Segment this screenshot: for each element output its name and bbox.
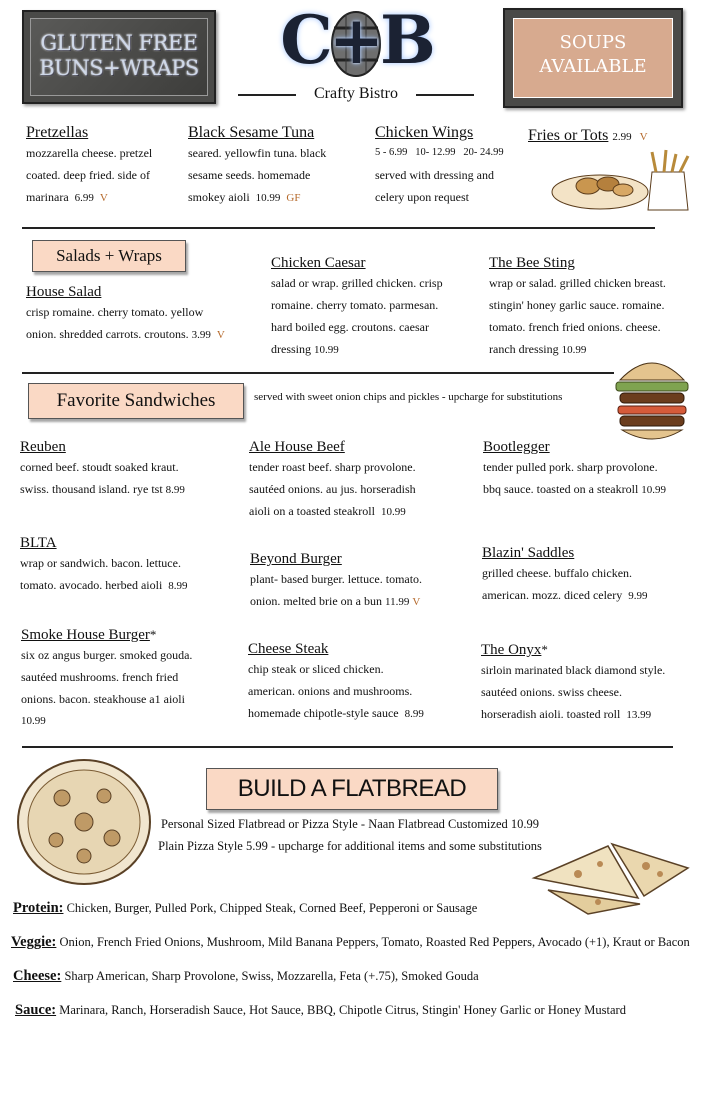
item-desc: swiss. thousand island. rye tst xyxy=(20,482,163,496)
item-price: 8.99 xyxy=(168,580,188,592)
veg-tag: V xyxy=(216,329,225,341)
item-the-onyx xyxy=(481,641,711,726)
item-name: Beyond Burger xyxy=(250,551,342,567)
item-name: BLTA xyxy=(20,535,57,551)
item-desc: mozzarella cheese. pretzel xyxy=(26,146,153,160)
item-chicken-caesar xyxy=(271,255,481,361)
star-mark: * xyxy=(149,627,157,642)
divider xyxy=(22,372,614,374)
logo-rule-right xyxy=(416,94,474,96)
section-build-a-flatbread xyxy=(206,768,498,810)
item-desc: wrap or sandwich. bacon. lettuce. xyxy=(20,556,181,570)
item-price-tiers: 5 - 6.99 10- 12.99 20- 24.99 xyxy=(375,147,504,158)
item-desc: grilled cheese. buffalo chicken. xyxy=(482,566,633,580)
divider xyxy=(22,227,655,229)
option-text: Sharp American, Sharp Provolone, Swiss, Mozzarella, Feta (+.75), Smoked Gouda xyxy=(64,969,479,983)
item-name: Ale House Beef xyxy=(249,439,345,455)
item-desc: sautéed mushrooms. french fried xyxy=(21,670,179,684)
item-name: House Salad xyxy=(26,284,102,300)
item-smoke-house-burger xyxy=(21,626,246,732)
item-desc: stingin' honey garlic sauce. romaine. xyxy=(489,298,665,312)
item-desc: onions. bacon. steakhouse a1 aioli xyxy=(21,692,185,706)
item-price: 10.99 xyxy=(255,192,281,204)
item-ale-house-beef xyxy=(249,439,474,523)
item-desc: wrap or salad. grilled chicken breast. xyxy=(489,276,666,290)
pizza-sketch-icon xyxy=(14,756,154,888)
item-desc: horseradish aioli. toasted roll xyxy=(481,707,621,721)
item-desc: dressing xyxy=(271,342,311,356)
item-beyond-burger xyxy=(250,551,475,613)
section-favorite-sandwiches xyxy=(28,383,244,419)
item-name: Smoke House Burger xyxy=(21,627,150,643)
section-title: Favorite Sandwiches xyxy=(56,390,216,411)
option-label: Veggie: xyxy=(11,934,57,950)
option-label: Cheese: xyxy=(13,968,62,984)
item-desc: plant- based burger. lettuce. tomato. xyxy=(250,572,423,586)
item-price: 10.99 xyxy=(314,344,339,356)
sandwich-note: served with sweet onion chips and pickles - upcharge for substitutions xyxy=(254,391,563,403)
flatbread-slices-sketch-icon xyxy=(528,838,696,918)
option-label: Sauce: xyxy=(15,1002,57,1018)
item-price: 3.99 xyxy=(191,329,211,341)
soups-line-1: SOUPS xyxy=(559,32,627,53)
item-desc: romaine. cherry tomato. parmesan. xyxy=(271,298,439,312)
option-protein xyxy=(13,900,477,917)
soups-board xyxy=(503,8,683,108)
item-pretzellas xyxy=(26,124,186,209)
item-desc: tomato. avocado. herbed aioli xyxy=(20,578,163,592)
item-desc: tender pulled pork. sharp provolone. xyxy=(483,460,658,474)
option-text: Marinara, Ranch, Horseradish Sauce, Hot Sauce, BBQ, Chipotle Citrus, Stingin' Honey Garlic or Honey Mustard xyxy=(59,1003,626,1017)
option-cheese xyxy=(13,968,479,985)
item-price: 6.99 xyxy=(74,192,94,204)
item-desc: aioli on a toasted steakroll xyxy=(249,504,375,518)
board-line-2: BUNS+WRAPS xyxy=(39,56,199,80)
item-desc: sesame seeds. homemade xyxy=(188,168,311,182)
item-desc: smokey aioli xyxy=(188,190,250,204)
item-name: Pretzellas xyxy=(26,124,89,141)
item-bootlegger xyxy=(483,439,708,501)
item-the-bee-sting xyxy=(489,255,704,361)
item-cheese-steak xyxy=(248,641,478,725)
item-black-sesame-tuna xyxy=(188,124,368,209)
item-name: Chicken Wings xyxy=(375,124,474,141)
item-price: 13.99 xyxy=(626,709,652,721)
item-desc: sirloin marinated black diamond style. xyxy=(481,663,666,677)
item-desc: served with dressing and xyxy=(375,168,494,182)
logo-tagline: Crafty Bistro xyxy=(314,85,398,102)
item-desc: ranch dressing xyxy=(489,342,559,356)
star-mark: * xyxy=(541,642,548,657)
item-desc: celery upon request xyxy=(375,190,469,204)
item-price: 8.99 xyxy=(165,484,185,496)
board-line-1: GLUTEN FREE xyxy=(40,31,198,55)
item-name: The Onyx xyxy=(481,642,542,658)
veg-tag: V xyxy=(639,131,648,143)
item-desc: crisp romaine. cherry tomato. yellow xyxy=(26,305,204,319)
item-price: 9.99 xyxy=(628,590,648,602)
item-name: Chicken Caesar xyxy=(271,255,366,271)
item-price: 10.99 xyxy=(21,715,46,727)
item-name: Bootlegger xyxy=(483,439,550,455)
flatbread-line-1: Personal Sized Flatbread or Pizza Style - Naan Flatbread Customized 10.99 xyxy=(160,817,540,831)
item-desc: salad or wrap. grilled chicken. crisp xyxy=(271,276,443,290)
option-text: Chicken, Burger, Pulled Pork, Chipped Steak, Corned Beef, Pepperoni or Sausage xyxy=(66,901,478,915)
section-salads-wraps xyxy=(32,240,186,272)
item-desc: corned beef. stoudt soaked kraut. xyxy=(20,460,179,474)
item-name: Reuben xyxy=(20,439,66,455)
item-blazin-saddles xyxy=(482,545,707,607)
item-desc: marinara xyxy=(26,190,69,204)
section-title: BUILD A FLATBREAD xyxy=(237,775,467,802)
item-price: 11.99 xyxy=(384,596,410,608)
option-label: Protein: xyxy=(13,900,64,916)
flatbread-line-2: Plain Pizza Style 5.99 - upcharge for additional items and some substitutions xyxy=(158,839,542,853)
item-price: 2.99 xyxy=(612,131,632,143)
veg-tag: V xyxy=(412,596,421,608)
soups-line-2: AVAILABLE xyxy=(539,56,647,77)
item-name: The Bee Sting xyxy=(489,255,575,271)
gf-tag: GF xyxy=(286,192,301,204)
item-desc: tomato. french fried onions. cheese. xyxy=(489,320,661,334)
option-sauce xyxy=(15,1002,626,1019)
option-veggie xyxy=(11,934,690,951)
item-fries-or-tots xyxy=(528,127,698,145)
wings-fries-sketch-icon xyxy=(548,148,698,214)
veg-tag: V xyxy=(99,192,108,204)
section-title: Salads + Wraps xyxy=(56,246,162,265)
item-name: Blazin' Saddles xyxy=(482,545,575,561)
item-chicken-wings xyxy=(375,124,525,208)
item-reuben xyxy=(20,439,245,501)
item-desc: chip steak or sliced chicken. xyxy=(248,662,384,676)
item-blta xyxy=(20,535,245,597)
item-name: Cheese Steak xyxy=(248,641,329,657)
item-desc: sautéed onions. au jus. horseradish xyxy=(249,482,416,496)
logo xyxy=(238,1,474,108)
item-desc: hard boiled egg. croutons. caesar xyxy=(271,320,429,334)
divider xyxy=(22,746,673,748)
item-price: 10.99 xyxy=(380,506,406,518)
item-desc: onion. shredded carrots. croutons. xyxy=(26,327,189,341)
item-name: Black Sesame Tuna xyxy=(188,124,315,141)
item-desc: six oz angus burger. smoked gouda. xyxy=(21,648,193,662)
item-desc: homemade chipotle-style sauce xyxy=(248,706,399,720)
item-desc: tender roast beef. sharp provolone. xyxy=(249,460,416,474)
item-price: 10.99 xyxy=(561,344,587,356)
item-desc: american. onions and mushrooms. xyxy=(248,684,413,698)
item-desc: onion. melted brie on a bun xyxy=(250,594,382,608)
item-desc: sautéed onions. swiss cheese. xyxy=(481,685,622,699)
gluten-free-board xyxy=(22,10,216,104)
item-desc: bbq sauce. toasted on a steakroll xyxy=(483,482,639,496)
logo-rule-left xyxy=(238,94,296,96)
item-desc: coated. deep fried. side of xyxy=(26,168,150,182)
item-name: Fries or Tots xyxy=(528,127,609,144)
option-text: Onion, French Fried Onions, Mushroom, Mild Banana Peppers, Tomato, Roasted Red Peppers, Avocado (+1), Kraut or Bacon xyxy=(59,935,690,949)
item-price: 10.99 xyxy=(641,484,667,496)
item-desc: american. mozz. diced celery xyxy=(482,588,623,602)
item-desc: seared. yellowfin tuna. black xyxy=(188,146,327,160)
logo-letters: C+B xyxy=(280,1,432,79)
item-house-salad xyxy=(26,284,266,346)
item-price: 8.99 xyxy=(404,708,424,720)
